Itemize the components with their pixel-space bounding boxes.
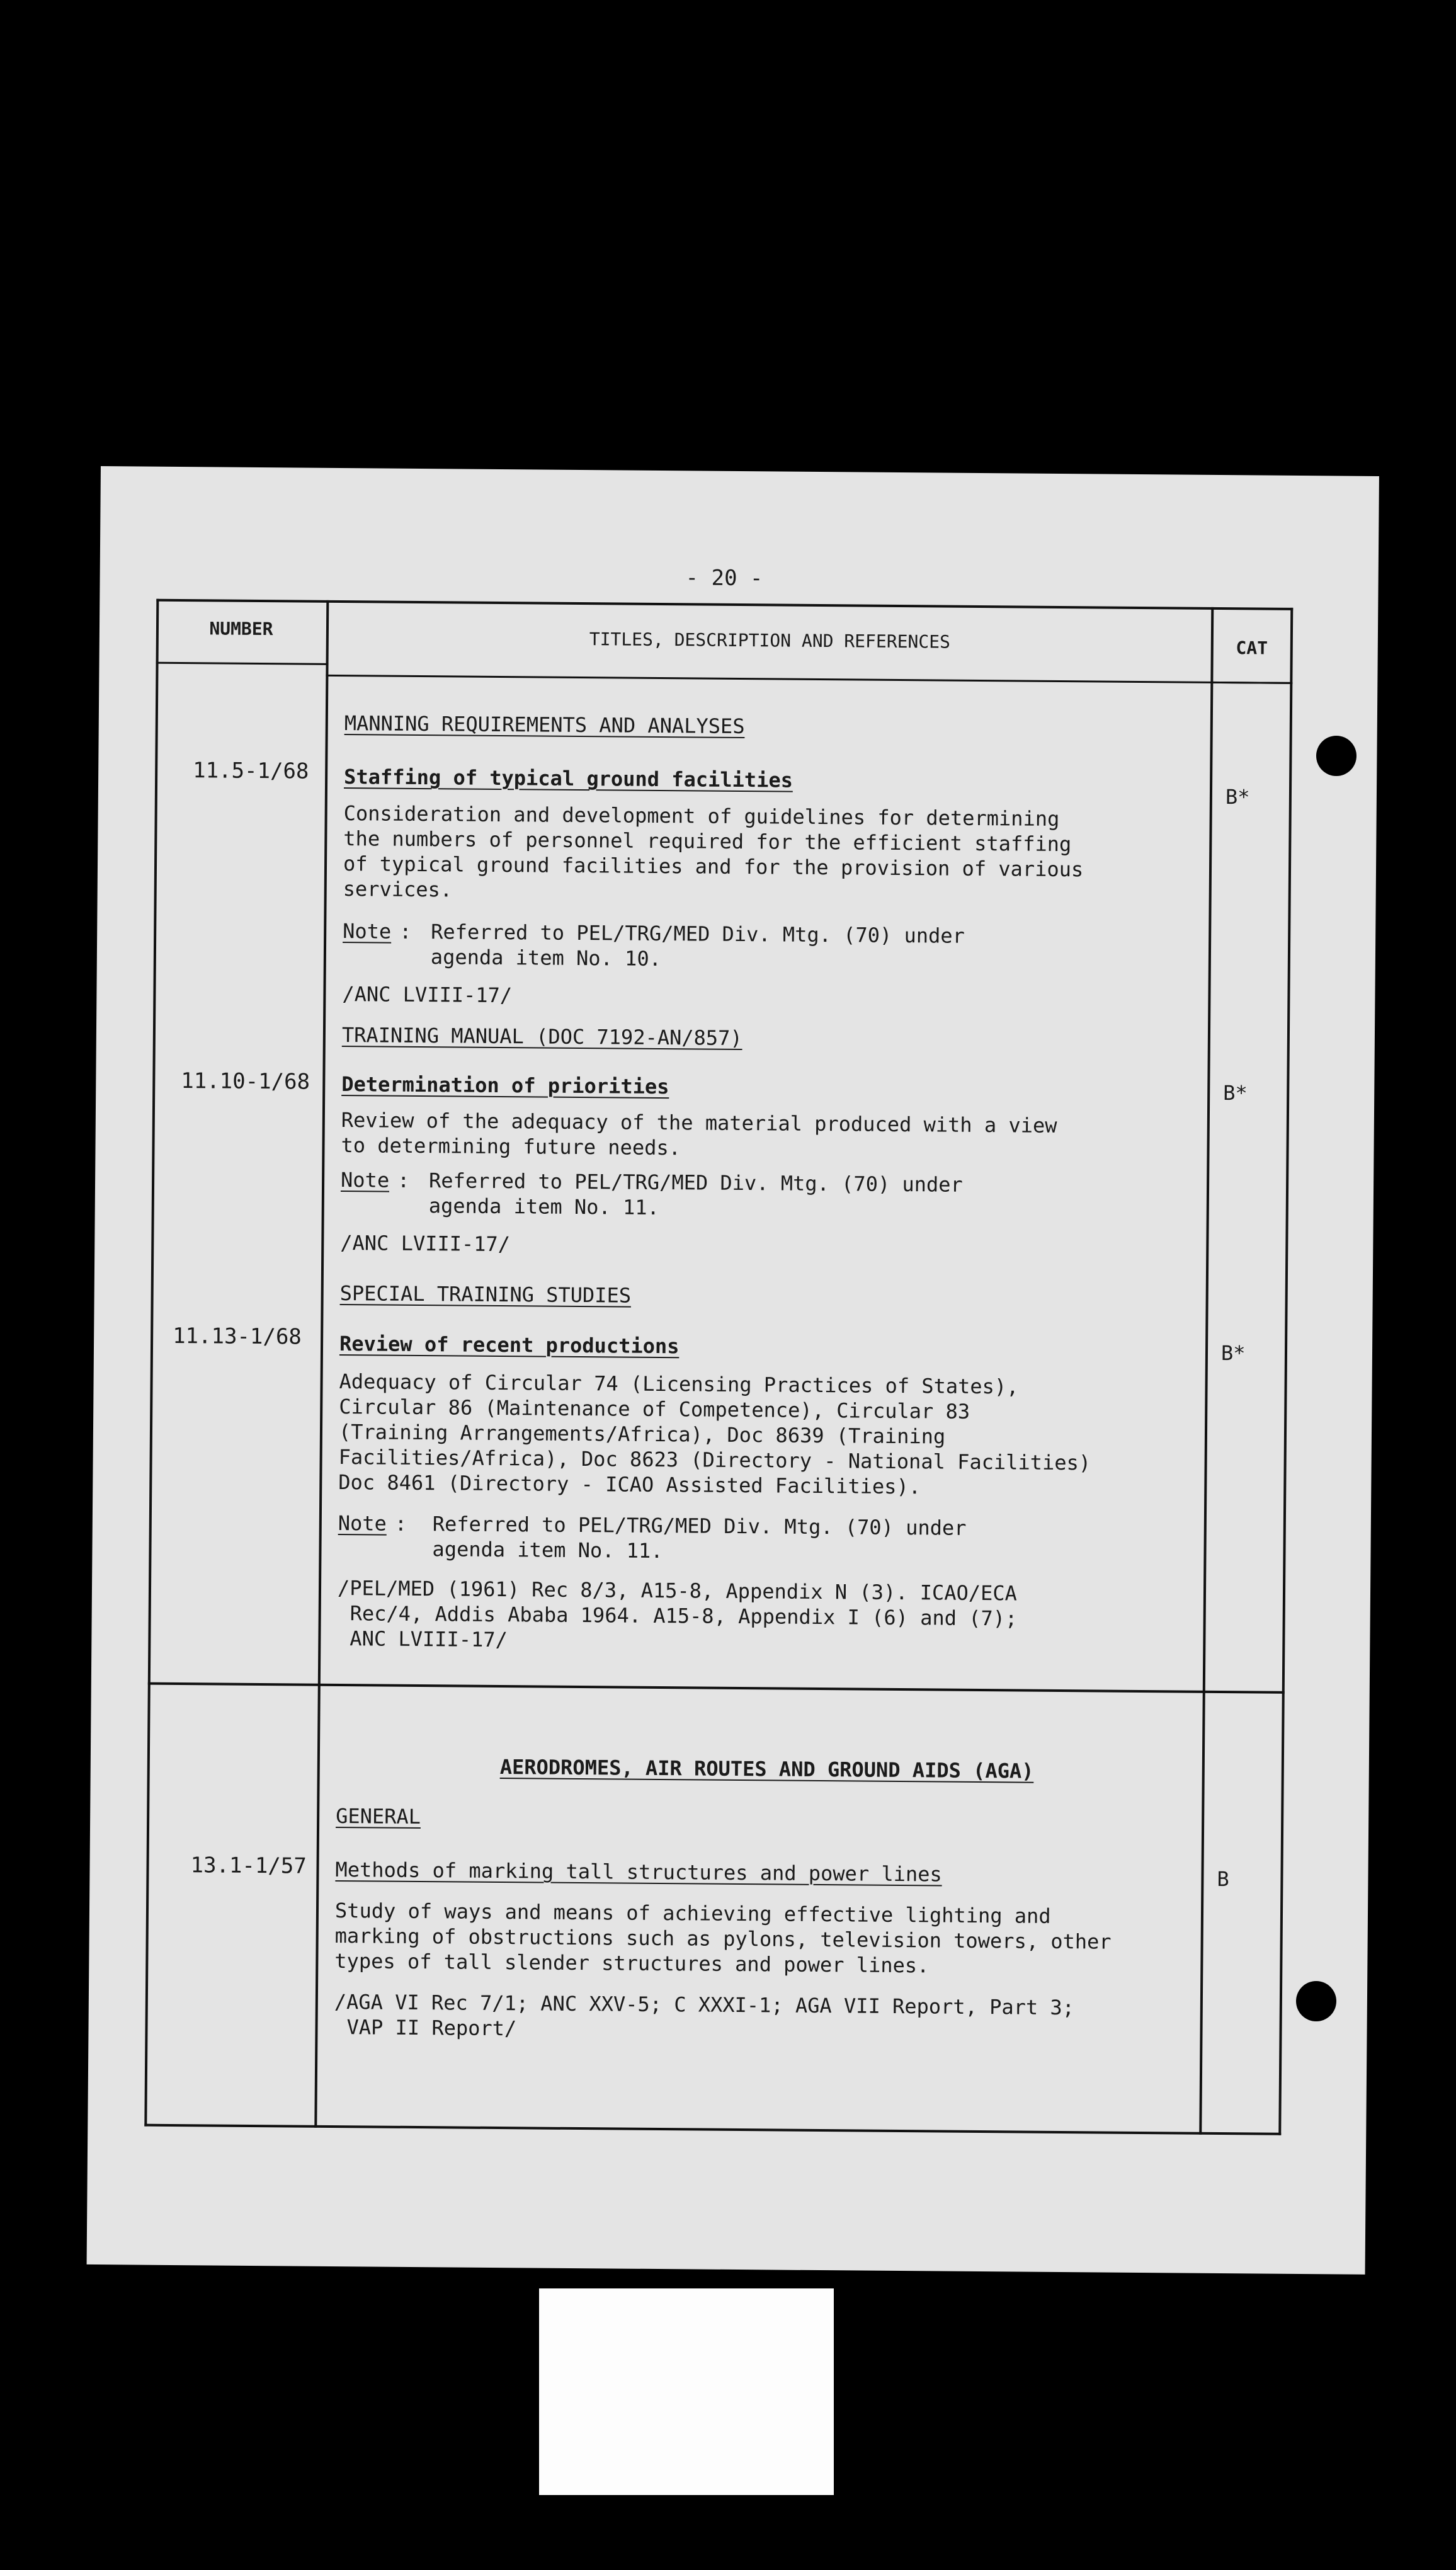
header-number: NUMBER [209, 618, 273, 640]
header-rule-cat [1210, 682, 1292, 684]
note-label: Note [343, 919, 392, 944]
punch-hole [1316, 736, 1356, 776]
index-table: NUMBER TITLES, DESCRIPTION AND REFERENCES CAT MANNING REQUIREMENTS AND ANALYSES 11.5-1/68 Staffing of typical ground facilities Consideration and development of guidelines for determining the numbers of personnel required for the efficient staffing of typical ground facilities and for the provision of various services. Note : Referred to PEL/TRG/MED Div. Mtg. (70) under agenda item No. 10. /ANC LVIII-17/ B* TRAINING MANUAL (DOC 7192-AN/857) 11.10-1/68 Determination of priorities Review of the adequacy of the material produced with a view to determining future needs. Note : Referred to PEL/TRG/MED Div. Mtg. (70) under agenda item No. 11. /ANC LVIII-17/ B* SPECIAL TRAINING STUDIES 11.13-1/68 Review of recent productions Adequacy of Circular 74 (Licensing Practices of States), Circular 86 (Maintenance of Competence), Circular 83 (Training Arrangements/Africa), Doc 8639 (Training Facilities/Africa), Doc 8623 (Directory - National Facilities) Doc 8461 (Directory - ICAO Assisted Facilities). Note : Referred to PEL/TRG/MED Div. Mtg. (70) under agenda item No. 11. /PEL/MED (1961) Rec 8/3, A15-8, Appendix N (3). ICAO/ECA Rec/4, Addis Ababa 1964. A15-8, Appendix I (6) and (7); ANC LVIII-17/ B* AERODROMES, AIR ROUTES AND GROUND AIDS (AGA) GENERAL 13.1-1/57 Methods of marking tall structures and power lines Study of ways and means of achieving effective lighting and marking of obstructions such as pylons, television towers, other types of tall slender structures and power lines. /AGA VI Rec 7/1; ANC XXV-5; C XXXI-1; AGA VII Report, Part 3; VAP II Report/ B [144, 599, 1293, 2135]
note-text: agenda item No. 10. [430, 945, 662, 971]
punch-hole [1296, 1981, 1336, 2021]
note-text: agenda item No. 11. [432, 1537, 663, 1563]
section-heading-special-training: SPECIAL TRAINING STUDIES [339, 1281, 632, 1308]
item-desc-line: Adequacy of Circular 74 (Licensing Practices of States), [339, 1369, 1019, 1399]
item-number-11-13: 11.13-1/68 [173, 1323, 302, 1350]
item-desc-line: to determining future needs. [341, 1133, 681, 1160]
reference: /ANC LVIII-17/ [342, 982, 513, 1008]
item-desc-line: Consideration and development of guidelines for determining [343, 801, 1060, 831]
column-divider-number [314, 600, 329, 2128]
note-label: Note [338, 1511, 387, 1536]
note-text: Referred to PEL/TRG/MED Div. Mtg. (70) under [428, 1168, 963, 1197]
item-desc-line: Study of ways and means of achieving effective lighting and [334, 1898, 1051, 1928]
item-number-11-5: 11.5-1/68 [193, 758, 309, 784]
item-desc-line: (Training Arrangements/Africa), Doc 8639 (Training [338, 1420, 946, 1449]
reference: /ANC LVIII-17/ [340, 1231, 511, 1257]
reference: /PEL/MED (1961) Rec 8/3, A15-8, Appendix N (3). ICAO/ECA [337, 1576, 1018, 1606]
section-heading-general: GENERAL [336, 1803, 421, 1829]
section-main-heading-aga: AERODROMES, AIR ROUTES AND GROUND AIDS (AGA) [499, 1755, 1034, 1783]
item-desc-line: services. [343, 877, 453, 902]
reference: VAP II Report/ [346, 2015, 517, 2041]
cat-value: B* [1223, 1081, 1248, 1105]
section-heading-manning: MANNING REQUIREMENTS AND ANALYSES [344, 711, 745, 739]
item-desc-line: Doc 8461 (Directory - ICAO Assisted Facilities). [338, 1470, 921, 1499]
cat-value: B* [1225, 785, 1250, 809]
item-desc-line: Facilities/Africa), Doc 8623 (Directory - National Facilities) [338, 1445, 1091, 1475]
page-number: - 20 - [685, 565, 763, 591]
table-border-right [1278, 608, 1293, 2135]
item-title-recent-productions: Review of recent productions [339, 1332, 680, 1359]
note-label: Note [340, 1168, 390, 1192]
item-desc-line: Review of the adequacy of the material produced with a view [341, 1108, 1057, 1138]
reference: ANC LVIII-17/ [350, 1626, 508, 1652]
item-title-priorities: Determination of priorities [341, 1072, 669, 1099]
blank-card [539, 2288, 834, 2495]
note-text: agenda item No. 11. [428, 1194, 659, 1220]
item-desc-line: marking of obstructions such as pylons, television towers, other [334, 1923, 1112, 1954]
item-desc-line: of typical ground facilities and for the provision of various [343, 852, 1084, 882]
document-page [87, 466, 1379, 2275]
reference: Rec/4, Addis Ababa 1964. A15-8, Appendix I (6) and (7); [350, 1601, 1018, 1631]
table-border-left [144, 599, 159, 2127]
header-rule-number [156, 662, 329, 665]
item-desc-line: the numbers of personnel required for the efficient staffing [343, 826, 1072, 857]
header-titles: TITLES, DESCRIPTION AND REFERENCES [589, 629, 951, 653]
note-text: Referred to PEL/TRG/MED Div. Mtg. (70) under [432, 1512, 967, 1540]
header-rule-titles [326, 675, 1292, 684]
item-desc-line: types of tall slender structures and power lines. [334, 1948, 930, 1978]
item-number-11-10: 11.10-1/68 [181, 1068, 310, 1095]
cat-value: B [1217, 1866, 1229, 1892]
header-cat: CAT [1236, 637, 1268, 659]
section-heading-training-manual: TRAINING MANUAL (DOC 7192-AN/857) [341, 1023, 742, 1051]
item-title-staffing: Staffing of typical ground facilities [343, 765, 793, 792]
reference: /AGA VI Rec 7/1; ANC XXV-5; C XXXI-1; AGA VII Report, Part 3; [334, 1989, 1075, 2020]
cat-value: B* [1220, 1341, 1246, 1366]
note-text: Referred to PEL/TRG/MED Div. Mtg. (70) under [431, 920, 965, 948]
item-number-13-1: 13.1-1/57 [190, 1853, 307, 1879]
item-desc-line: Circular 86 (Maintenance of Competence), Circular 83 [339, 1395, 970, 1424]
item-title-marking: Methods of marking tall structures and power lines [335, 1857, 942, 1887]
column-divider-cat [1199, 607, 1214, 2135]
